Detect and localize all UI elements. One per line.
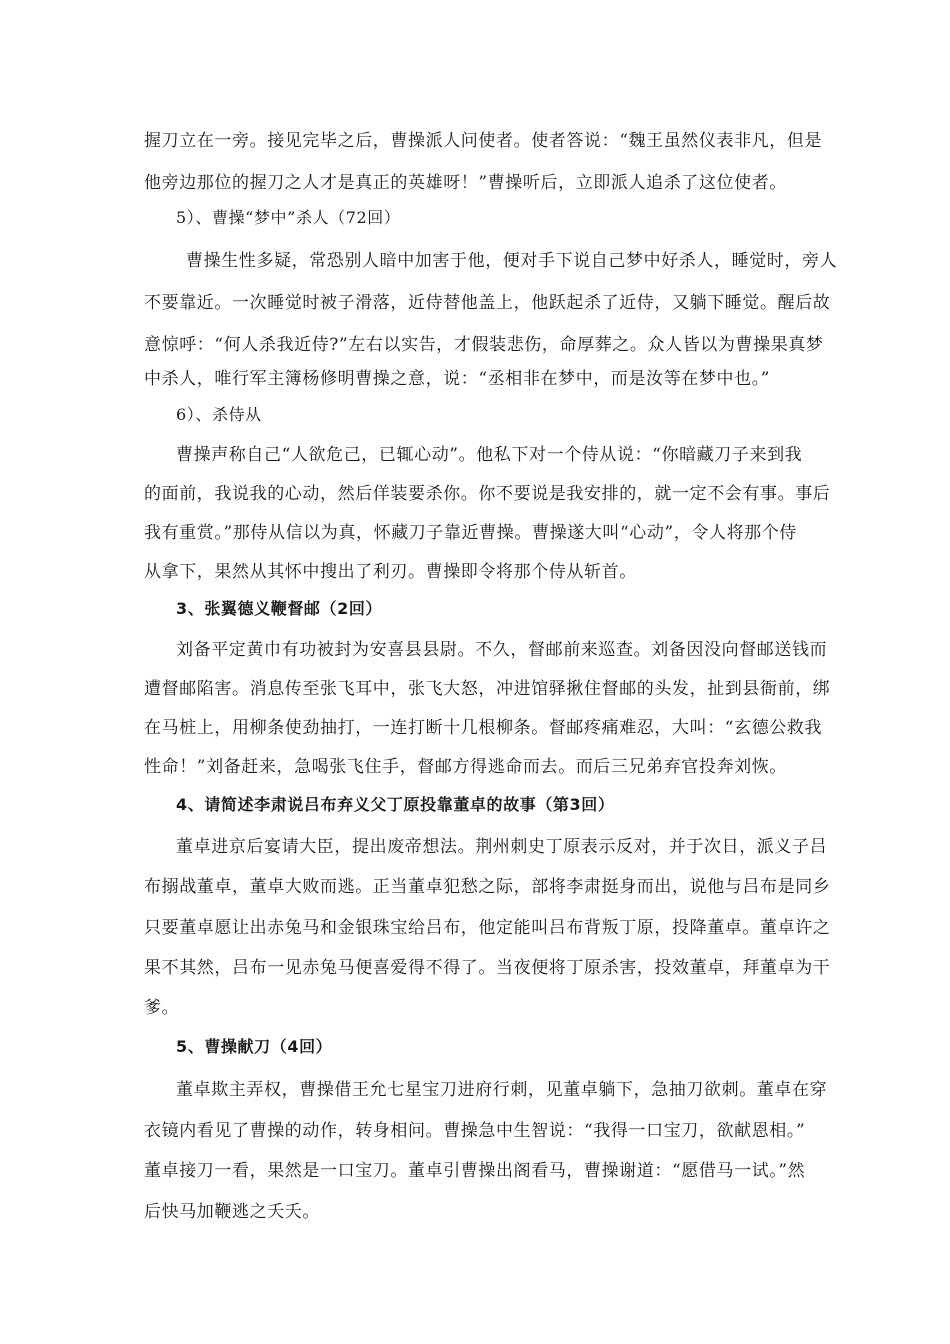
paragraph-line: 布搦战董卓，董卓大败而逃。正当董卓犯愁之际，部将李肃挺身而出，说他与吕布是同乡 <box>144 877 831 897</box>
paragraph-line: 爹。 <box>144 998 180 1018</box>
paragraph-line: 握刀立在一旁。接见完毕之后，曹操派人问使者。使者答说：“魏王虽然仪表非凡，但是 <box>144 131 823 151</box>
paragraph-line: 我有重赏。”那侍从信以为真，怀藏刀子靠近曹操。曹操遂大叫“心动”，令人将那个侍 <box>144 523 797 543</box>
paragraph-line: 从拿下，果然从其怀中搜出了利刃。曹操即令将那个侍从斩首。 <box>144 562 637 582</box>
paragraph-line: 不要靠近。一次睡觉时被子滑落，近侍替他盖上，他跃起杀了近侍，又躺下睡觉。醒后故 <box>144 293 831 313</box>
section-heading: 3、张翼德义鞭督邮（2回） <box>176 599 383 618</box>
section-heading: 4、请简述李肃说吕布弃义父丁原投靠董卓的故事（第3回） <box>176 795 615 814</box>
paragraph-line: 后快马加鞭逃之夭夭。 <box>144 1202 320 1222</box>
paragraph-line: 董卓接刀一看，果然是一口宝刀。董卓引曹操出阁看马，曹操谢道：“愿借马一试。”然 <box>144 1161 806 1181</box>
paragraph-line: 在马桩上，用柳条使劲抽打，一连打断十几根柳条。督邮疼痛难忍，大叫：“玄德公救我 <box>144 718 823 738</box>
paragraph-line: 董卓欺主弄权，曹操借王允七星宝刀进府行刺，见董卓躺下，急抽刀欲刺。董卓在穿 <box>176 1080 828 1100</box>
paragraph-line: 性命！”刘备赶来，急喝张飞住手，督邮方得逃命而去。而后三兄弟弃官投奔刘恢。 <box>144 757 787 777</box>
paragraph-line: 意惊呼：“何人杀我近侍?”左右以实告，才假装悲伤，命厚葬之。众人皆以为曹操果真梦 <box>144 335 824 355</box>
subsection-heading: 5）、曹操“梦中”杀人（72回） <box>176 208 401 227</box>
paragraph-line: 果不其然，吕布一见赤兔马便喜爱得不得了。当夜便将丁原杀害，投效董卓，拜董卓为干 <box>144 958 831 978</box>
paragraph-line: 中杀人，唯行军主簿杨修明曹操之意，说：“丞相非在梦中，而是汝等在梦中也。” <box>144 369 771 389</box>
paragraph-line: 只要董卓愿让出赤兔马和金银珠宝给吕布，他定能叫吕布背叛丁原，投降董卓。董卓许之 <box>144 918 831 938</box>
paragraph-line: 董卓进京后宴请大臣，提出废帝想法。荆州刺史丁原表示反对，并于次日，派义子吕 <box>176 837 828 857</box>
paragraph-line: 遭督邮陷害。消息传至张飞耳中，张飞大怒，冲进馆驿揪住督邮的头发，扯到县衙前，绑 <box>144 679 831 699</box>
paragraph-line: 衣镜内看见了曹操的动作，转身相问。曹操急中生智说：“我得一口宝刀，欲献恩相。” <box>144 1121 806 1141</box>
paragraph-line: 曹操生性多疑，常恐别人暗中加害于他，便对手下说自己梦中好杀人，睡觉时，旁人 <box>186 251 838 271</box>
paragraph-line: 的面前，我说我的心动，然后佯装要杀你。你不要说是我安排的，就一定不会有事。事后 <box>144 484 831 504</box>
subsection-heading: 6）、杀侍从 <box>176 405 262 424</box>
section-heading: 5、曹操献刀（4回） <box>176 1037 333 1056</box>
paragraph-line: 曹操声称自己“人欲危己，已辄心动”。他私下对一个侍从说：“你暗藏刀子来到我 <box>176 445 803 465</box>
paragraph-line: 刘备平定黄巾有功被封为安喜县县尉。不久，督邮前来巡查。刘备因没向督邮送钱而 <box>176 640 828 660</box>
paragraph-line: 他旁边那位的握刀之人才是真正的英雄呀！”曹操听后，立即派人追杀了这位使者。 <box>144 173 787 193</box>
